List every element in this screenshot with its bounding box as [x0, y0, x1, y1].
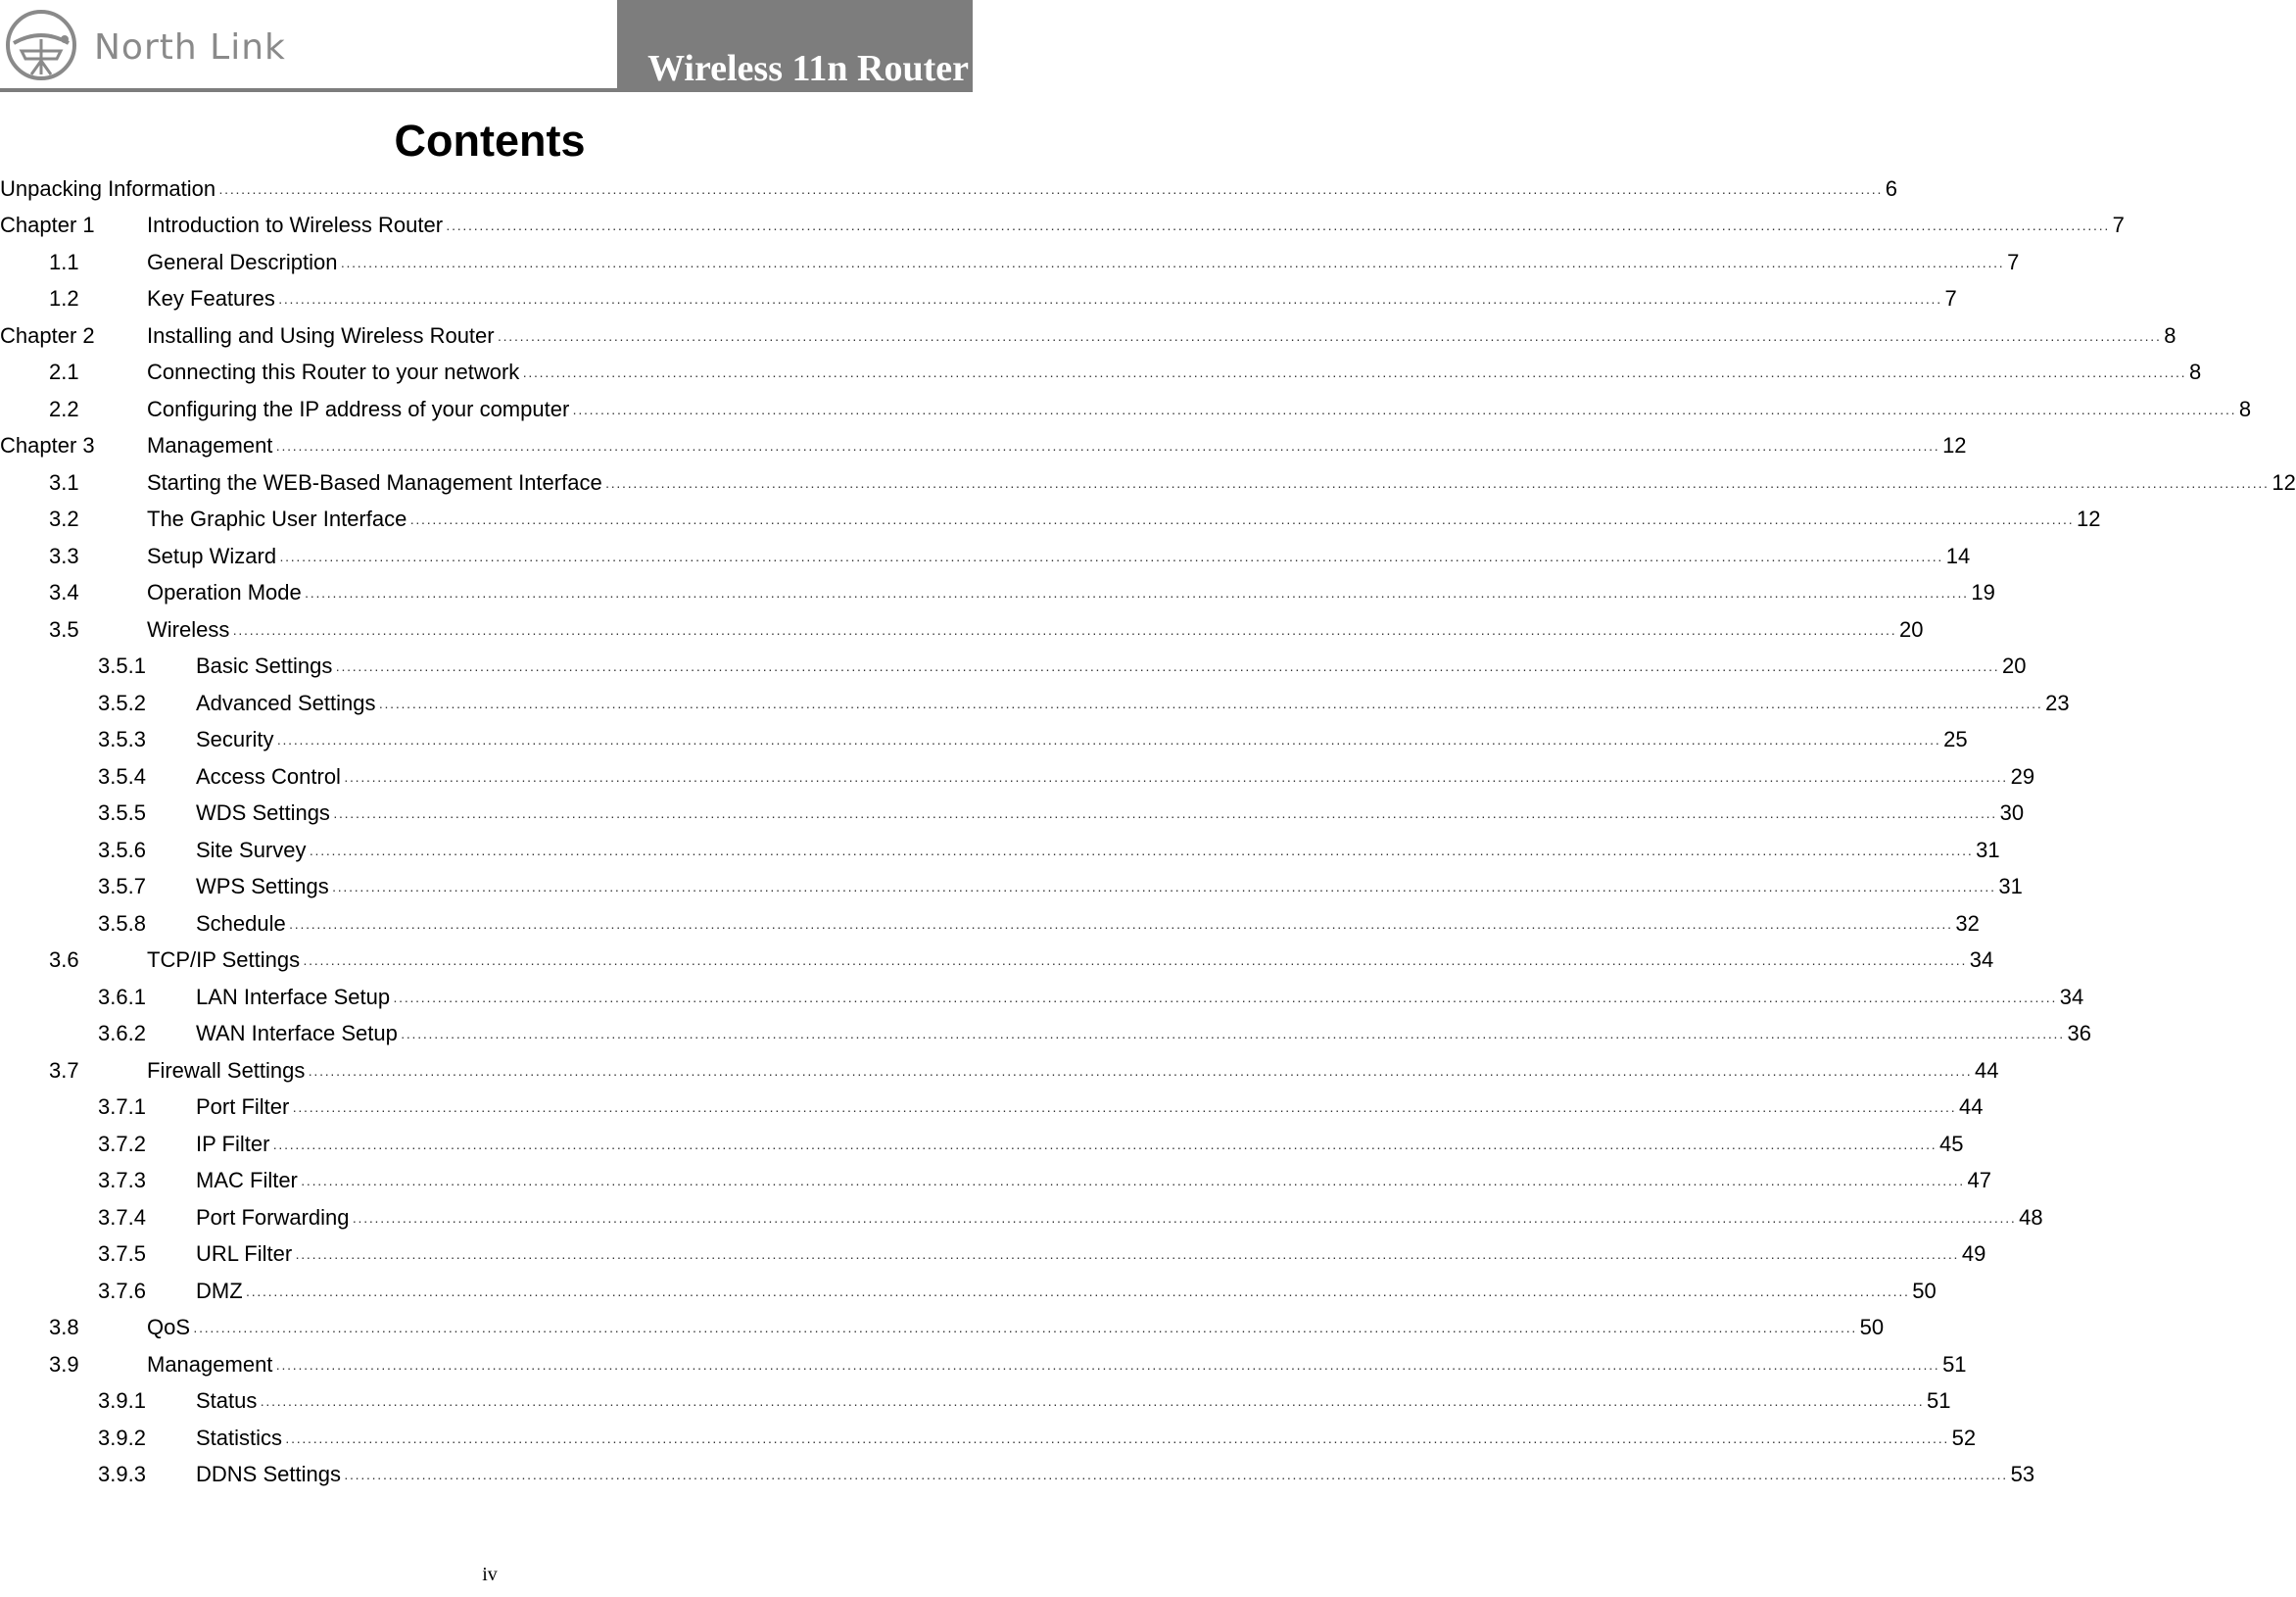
toc-entry[interactable]: [0, 611, 1924, 649]
toc-entry[interactable]: [0, 832, 2000, 869]
toc-entry[interactable]: [0, 905, 1980, 943]
toc-entry-title: Setup Wizard: [147, 543, 277, 568]
toc-entry-page: 44: [1975, 1057, 1999, 1083]
toc-entry-page: 44: [1959, 1094, 1984, 1120]
toc-entry-title: DDNS Settings: [196, 1462, 341, 1487]
toc-entry-number: 3.5.8: [98, 910, 146, 936]
toc-entry-title: Starting the WEB-Based Management Interface: [147, 469, 602, 495]
toc-entry-title: WDS Settings: [196, 800, 330, 826]
toc-entry-number: 3.4: [49, 580, 79, 605]
toc-dot-leader: ············································································································································································································································································································: [522, 367, 2186, 384]
table-of-contents: [0, 170, 2296, 1493]
toc-entry-number: Chapter 1: [0, 213, 95, 238]
toc-dot-leader: ············································································································································································································································································································: [245, 1285, 1910, 1302]
toc-entry-number: 3.7.4: [98, 1204, 146, 1230]
toc-entry-number: 3.5.1: [98, 653, 146, 679]
toc-dot-leader: ············································································································································································································································································································: [332, 808, 1997, 825]
toc-entry[interactable]: [0, 1310, 1885, 1347]
toc-dot-leader: ············································································································································································································································································································: [497, 330, 2162, 347]
toc-entry-title: Unpacking Information: [0, 175, 216, 201]
toc-entry-title: Configuring the IP address of your computer: [147, 396, 570, 421]
toc-entry[interactable]: [0, 1383, 1951, 1421]
toc-dot-leader: ············································································································································································································································································································: [260, 1396, 1925, 1413]
toc-entry[interactable]: [0, 1199, 2043, 1236]
toc-entry-title: Port Forwarding: [196, 1204, 350, 1230]
toc-entry-title: TCP/IP Settings: [147, 947, 301, 973]
toc-entry-number: Chapter 2: [0, 322, 95, 348]
toc-entry-title: LAN Interface Setup: [196, 984, 391, 1009]
toc-entry-number: 3.5.5: [98, 800, 146, 826]
toc-entry-title: QoS: [147, 1315, 191, 1340]
toc-entry-page: 23: [2045, 690, 2070, 715]
toc-entry-title: DMZ: [196, 1278, 243, 1303]
toc-entry-page: 36: [2067, 1021, 2091, 1046]
toc-entry-page: 8: [2238, 396, 2252, 421]
toc-entry-title: Wireless: [147, 616, 230, 642]
toc-entry-title: The Graphic User Interface: [147, 507, 407, 532]
toc-entry-page: 48: [2019, 1204, 2043, 1230]
toc-entry-title: WAN Interface Setup: [196, 1021, 398, 1046]
toc-entry-page: 45: [1939, 1131, 1964, 1156]
toc-entry[interactable]: [0, 244, 2020, 281]
toc-entry-page: 7: [1944, 286, 1957, 312]
toc-entry-page: 53: [2010, 1462, 2035, 1487]
toc-dot-leader: ············································································································································································································································································································: [343, 771, 2008, 788]
toc-dot-leader: ············································································································································································································································································································: [572, 404, 2236, 420]
toc-entry-number: 3.5.7: [98, 874, 146, 899]
toc-entry[interactable]: [0, 796, 2025, 833]
toc-entry-page: 12: [2076, 507, 2101, 532]
toc-entry-page: 6: [1885, 175, 1898, 201]
toc-entry-number: 3.6.2: [98, 1021, 146, 1046]
toc-entry-number: 3.3: [49, 543, 79, 568]
toc-entry-title: Status: [196, 1388, 258, 1414]
page-number: iv: [482, 1564, 498, 1585]
toc-entry-page: 50: [1912, 1278, 1937, 1303]
toc-entry-title: MAC Filter: [196, 1168, 298, 1193]
toc-entry[interactable]: [0, 1126, 1964, 1163]
toc-entry-number: 3.9.3: [98, 1462, 146, 1487]
toc-dot-leader: ············································································································································································································································································································: [292, 1102, 1956, 1119]
toc-dot-leader: ············································································································································································································································································································: [309, 845, 1974, 861]
toc-entry-page: 19: [1971, 580, 1995, 605]
toc-entry[interactable]: [0, 1089, 1984, 1127]
toc-entry[interactable]: [0, 464, 2296, 502]
toc-dot-leader: ············································································································································································································································································································: [285, 1432, 1949, 1449]
north-link-logo: [4, 4, 298, 82]
page-header: [0, 0, 980, 94]
toc-entry-page: 31: [1976, 837, 2000, 862]
toc-entry-number: 1.1: [49, 249, 79, 274]
toc-entry-title: Installing and Using Wireless Router: [147, 322, 495, 348]
toc-entry-number: 2.1: [49, 360, 79, 385]
toc-entry-number: 3.7.6: [98, 1278, 146, 1303]
toc-entry[interactable]: [0, 649, 2027, 686]
toc-entry-title: Management: [147, 1351, 273, 1377]
toc-dot-leader: ············································································································································································································································································································: [279, 551, 1943, 567]
toc-dot-leader: ············································································································································································································································································································: [378, 698, 2043, 714]
toc-entry-page: 34: [2059, 984, 2084, 1009]
toc-dot-leader: ············································································································································································································································································································: [288, 918, 1953, 935]
toc-dot-leader: ············································································································································································································································································································: [352, 1212, 2017, 1229]
toc-entry[interactable]: [0, 355, 2202, 392]
toc-entry-page: 12: [2272, 469, 2296, 495]
toc-dot-leader: ············································································································································································································································································································: [275, 441, 1940, 458]
toc-entry[interactable]: [0, 428, 1967, 465]
toc-entry-number: 3.7.5: [98, 1241, 146, 1267]
toc-entry[interactable]: [0, 685, 2070, 722]
toc-entry-title: Site Survey: [196, 837, 307, 862]
toc-dot-leader: ············································································································································································································································································································: [409, 514, 2074, 531]
toc-entry-number: 3.6.1: [98, 984, 146, 1009]
toc-dot-leader: ············································································································································································································································································································: [400, 1029, 2065, 1045]
toc-entry-number: 3.9: [49, 1351, 79, 1377]
toc-entry[interactable]: [0, 1052, 1999, 1089]
toc-entry[interactable]: [0, 391, 2252, 428]
toc-dot-leader: ············································································································································································································································································································: [604, 477, 2270, 494]
toc-entry-page: 51: [1942, 1351, 1967, 1377]
toc-dot-leader: ············································································································································································································································································································: [218, 183, 1883, 200]
toc-entry-page: 52: [1951, 1425, 1977, 1450]
toc-entry[interactable]: [0, 1346, 1967, 1383]
toc-dot-leader: ············································································································································································································································································································: [275, 1359, 1940, 1376]
toc-entry[interactable]: [0, 538, 1971, 575]
toc-entry-title: Management: [147, 433, 273, 459]
toc-dot-leader: ············································································································································································································································································································: [335, 661, 2000, 678]
toc-entry-page: 34: [1969, 947, 1994, 973]
toc-entry-number: 3.7.3: [98, 1168, 146, 1193]
toc-entry-page: 14: [1945, 543, 1971, 568]
toc-entry-title: URL Filter: [196, 1241, 293, 1267]
toc-entry-number: 3.5.3: [98, 727, 146, 752]
router-antenna-icon: [4, 4, 86, 82]
toc-entry-page: 31: [1998, 874, 2023, 899]
toc-entry-title: IP Filter: [196, 1131, 270, 1156]
toc-entry[interactable]: [0, 502, 2101, 539]
toc-entry[interactable]: [0, 943, 1994, 980]
toc-entry-number: Chapter 3: [0, 433, 95, 459]
toc-entry-number: 3.5: [49, 616, 79, 642]
toc-entry-page: 29: [2010, 763, 2035, 789]
toc-entry-page: 25: [1943, 727, 1968, 752]
product-banner: [617, 0, 973, 92]
toc-dot-leader: ············································································································································································································································································································: [300, 1176, 1965, 1192]
toc-entry-page: 20: [2002, 653, 2027, 679]
toc-entry[interactable]: [0, 1236, 1986, 1274]
page-title: Contents: [394, 116, 586, 166]
toc-entry-title: WPS Settings: [196, 874, 329, 899]
toc-entry-page: 49: [1961, 1241, 1986, 1267]
toc-entry-title: Statistics: [196, 1425, 283, 1450]
toc-entry-title: Basic Settings: [196, 653, 333, 679]
toc-entry-number: 3.1: [49, 469, 79, 495]
toc-entry-page: 20: [1898, 616, 1924, 642]
toc-entry[interactable]: [0, 208, 2125, 245]
toc-entry-number: 3.9.2: [98, 1425, 146, 1450]
toc-dot-leader: ············································································································································································································································································································: [276, 735, 1941, 751]
toc-entry-title: Operation Mode: [147, 580, 302, 605]
toc-entry[interactable]: [0, 1163, 1992, 1200]
toc-dot-leader: ············································································································································································································································································································: [393, 992, 2057, 1008]
toc-dot-leader: ············································································································································································································································································································: [308, 1065, 1973, 1082]
product-title: Wireless 11n Router: [647, 48, 969, 89]
toc-entry-page: 47: [1967, 1168, 1992, 1193]
toc-entry-title: Schedule: [196, 910, 286, 936]
toc-dot-leader: ············································································································································································································································································································: [446, 220, 2110, 237]
toc-entry[interactable]: [0, 1273, 1937, 1310]
toc-dot-leader: ············································································································································································································································································································: [232, 624, 1896, 641]
toc-entry-number: 3.5.4: [98, 763, 146, 789]
toc-entry[interactable]: [0, 170, 1898, 208]
toc-entry-page: 32: [1955, 910, 1980, 936]
toc-entry[interactable]: [0, 1457, 2035, 1494]
toc-entry[interactable]: [0, 281, 1957, 318]
toc-dot-leader: ············································································································································································································································································································: [303, 955, 1967, 972]
toc-dot-leader: ············································································································································································································································································································: [193, 1323, 1857, 1339]
toc-entry-number: 1.2: [49, 286, 79, 312]
toc-entry-title: Advanced Settings: [196, 690, 376, 715]
toc-entry-number: 3.2: [49, 507, 79, 532]
toc-dot-leader: ············································································································································································································································································································: [343, 1470, 2008, 1486]
toc-entry-page: 7: [2112, 213, 2125, 238]
toc-entry[interactable]: [0, 979, 2084, 1016]
toc-entry[interactable]: [0, 1016, 2091, 1053]
toc-entry[interactable]: [0, 869, 2023, 906]
toc-entry-title: Key Features: [147, 286, 275, 312]
toc-entry-number: 3.5.2: [98, 690, 146, 715]
toc-entry-number: 3.8: [49, 1315, 79, 1340]
toc-entry[interactable]: [0, 317, 2176, 355]
toc-entry-title: Introduction to Wireless Router: [147, 213, 444, 238]
toc-entry-number: 3.6: [49, 947, 79, 973]
toc-entry-number: 3.7.1: [98, 1094, 146, 1120]
toc-entry-number: 2.2: [49, 396, 79, 421]
toc-entry-title: Security: [196, 727, 274, 752]
toc-dot-leader: ············································································································································································································································································································: [272, 1138, 1937, 1155]
toc-entry-page: 8: [2188, 360, 2202, 385]
toc-dot-leader: ············································································································································································································································································································: [331, 882, 1996, 898]
toc-dot-leader: ············································································································································································································································································································: [277, 294, 1942, 311]
toc-entry[interactable]: [0, 575, 1995, 612]
toc-entry-number: 3.9.1: [98, 1388, 146, 1414]
toc-entry-title: Port Filter: [196, 1094, 290, 1120]
toc-entry-page: 7: [2007, 249, 2020, 274]
toc-entry-title: Firewall Settings: [147, 1057, 306, 1083]
toc-entry[interactable]: [0, 722, 1968, 759]
toc-entry-title: Connecting this Router to your network: [147, 360, 520, 385]
toc-entry-title: General Description: [147, 249, 338, 274]
toc-entry-page: 8: [2164, 322, 2176, 348]
toc-entry-page: 50: [1859, 1315, 1885, 1340]
toc-entry-page: 30: [1999, 800, 2025, 826]
toc-entry-page: 51: [1927, 1388, 1951, 1414]
toc-entry-title: Access Control: [196, 763, 341, 789]
toc-entry[interactable]: [0, 758, 2035, 796]
brand-name: North Link: [94, 27, 286, 68]
toc-dot-leader: ············································································································································································································································································································: [295, 1249, 1959, 1266]
toc-entry-page: 12: [1942, 433, 1967, 459]
toc-entry-number: 3.5.6: [98, 837, 146, 862]
toc-dot-leader: ············································································································································································································································································································: [340, 257, 2005, 273]
toc-entry-number: 3.7: [49, 1057, 79, 1083]
toc-entry-number: 3.7.2: [98, 1131, 146, 1156]
toc-dot-leader: ············································································································································································································································································································: [304, 588, 1969, 605]
toc-entry[interactable]: [0, 1420, 1977, 1457]
